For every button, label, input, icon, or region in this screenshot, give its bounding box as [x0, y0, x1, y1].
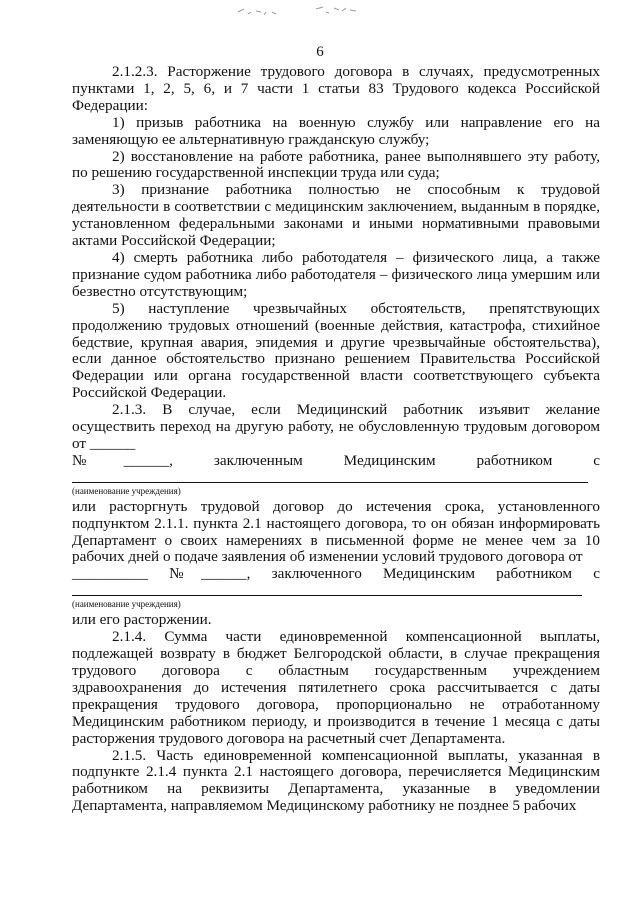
list-item: 5) наступление чрезвычайных обстоятельств, препятствующих продолжению трудовых отношений (военные действия, катастрофа, стихийное бедствие, крупная авария, эпидемия и другие чрезвычайные обстоятельства), если данное обстоятельство признано решением Правительства Российской Федерации или органа государственной власти соответствующего субъекта Российской Федерации. — [72, 299, 600, 402]
paragraph: 2.1.5. Часть единовременной компенсационной выплаты, указанная в подпункте 2.1.4 пункта 2.1 настоящего договора, перечисляется Медицинским работником на реквизиты Департамента, указанные в уведомлении Департамента, направляемом Медицинскому работнику не позднее 5 рабочих — [72, 746, 600, 815]
paragraph-continuation: №______, заключенным Медицинским работником с — [72, 451, 600, 469]
document-body — [72, 64, 600, 815]
paragraph: или расторгнуть трудовой договор до истечения срока, установленного подпунктом 2.1.1. пункта 2.1 настоящего договора, то он обязан информировать Департамент о своих намерениях в письменной форме не менее чем за 10 рабочих дней о подаче заявления об изменении условий трудового договора от — [72, 497, 600, 566]
paragraph: 2.1.4. Сумма части единовременной компенсационной выплаты, подлежащей возврату в бюджет Белгородской области, в случае прекращения трудового договора с областным государственным учреждением здравоохранения до истечения пятилетнего срока рассчитывается с даты прекращения трудового договора, пропорционально не отработанному Медицинским работником периоду, и производится в течение 1 месяца с даты расторжения трудового договора на расчетный счет Департамента. — [72, 628, 600, 747]
scan-artifact — [228, 2, 378, 24]
paragraph-continuation: __________ №______, заключенного Медицинским работником с — [72, 565, 600, 583]
fill-in-line — [72, 583, 582, 596]
list-item: 2) восстановление на работе работника, ранее выполнявшего эту работу, по решению государственной инспекции труда или суда; — [72, 147, 600, 182]
list-item: 1) призыв работника на военную службу или направление его на заменяющую ее альтернативную гражданскую службу; — [72, 113, 600, 148]
fill-in-line — [72, 470, 588, 483]
field-caption: (наименование учреждения) — [72, 599, 181, 610]
field-caption: (наименование учреждения) — [72, 485, 181, 496]
paragraph: 2.1.3. В случае, если Медицинский работник изъявит желание осуществить переход на другую работу, не обусловленную трудовым договором от ______ — [72, 401, 600, 452]
list-item: 3) признание работника полностью не способным к трудовой деятельности в соответствии с медицинским заключением, выданным в порядке, установленном федеральными законами и иными нормативными правовыми актами Российской Федерации; — [72, 181, 600, 250]
list-item: 4) смерть работника либо работодателя – физического лица, а также признание судом работника либо работодателя – физического лица умершим или безвестно отсутствующим; — [72, 248, 600, 300]
page-number: 6 — [316, 44, 324, 60]
paragraph: 2.1.2.3. Расторжение трудового договора в случаях, предусмотренных пунктами 1, 2, 5, 6, и 7 части 1 статьи 83 Трудового кодекса Российской Федерации: — [72, 63, 600, 114]
paragraph: или его расторжении. — [72, 611, 212, 629]
